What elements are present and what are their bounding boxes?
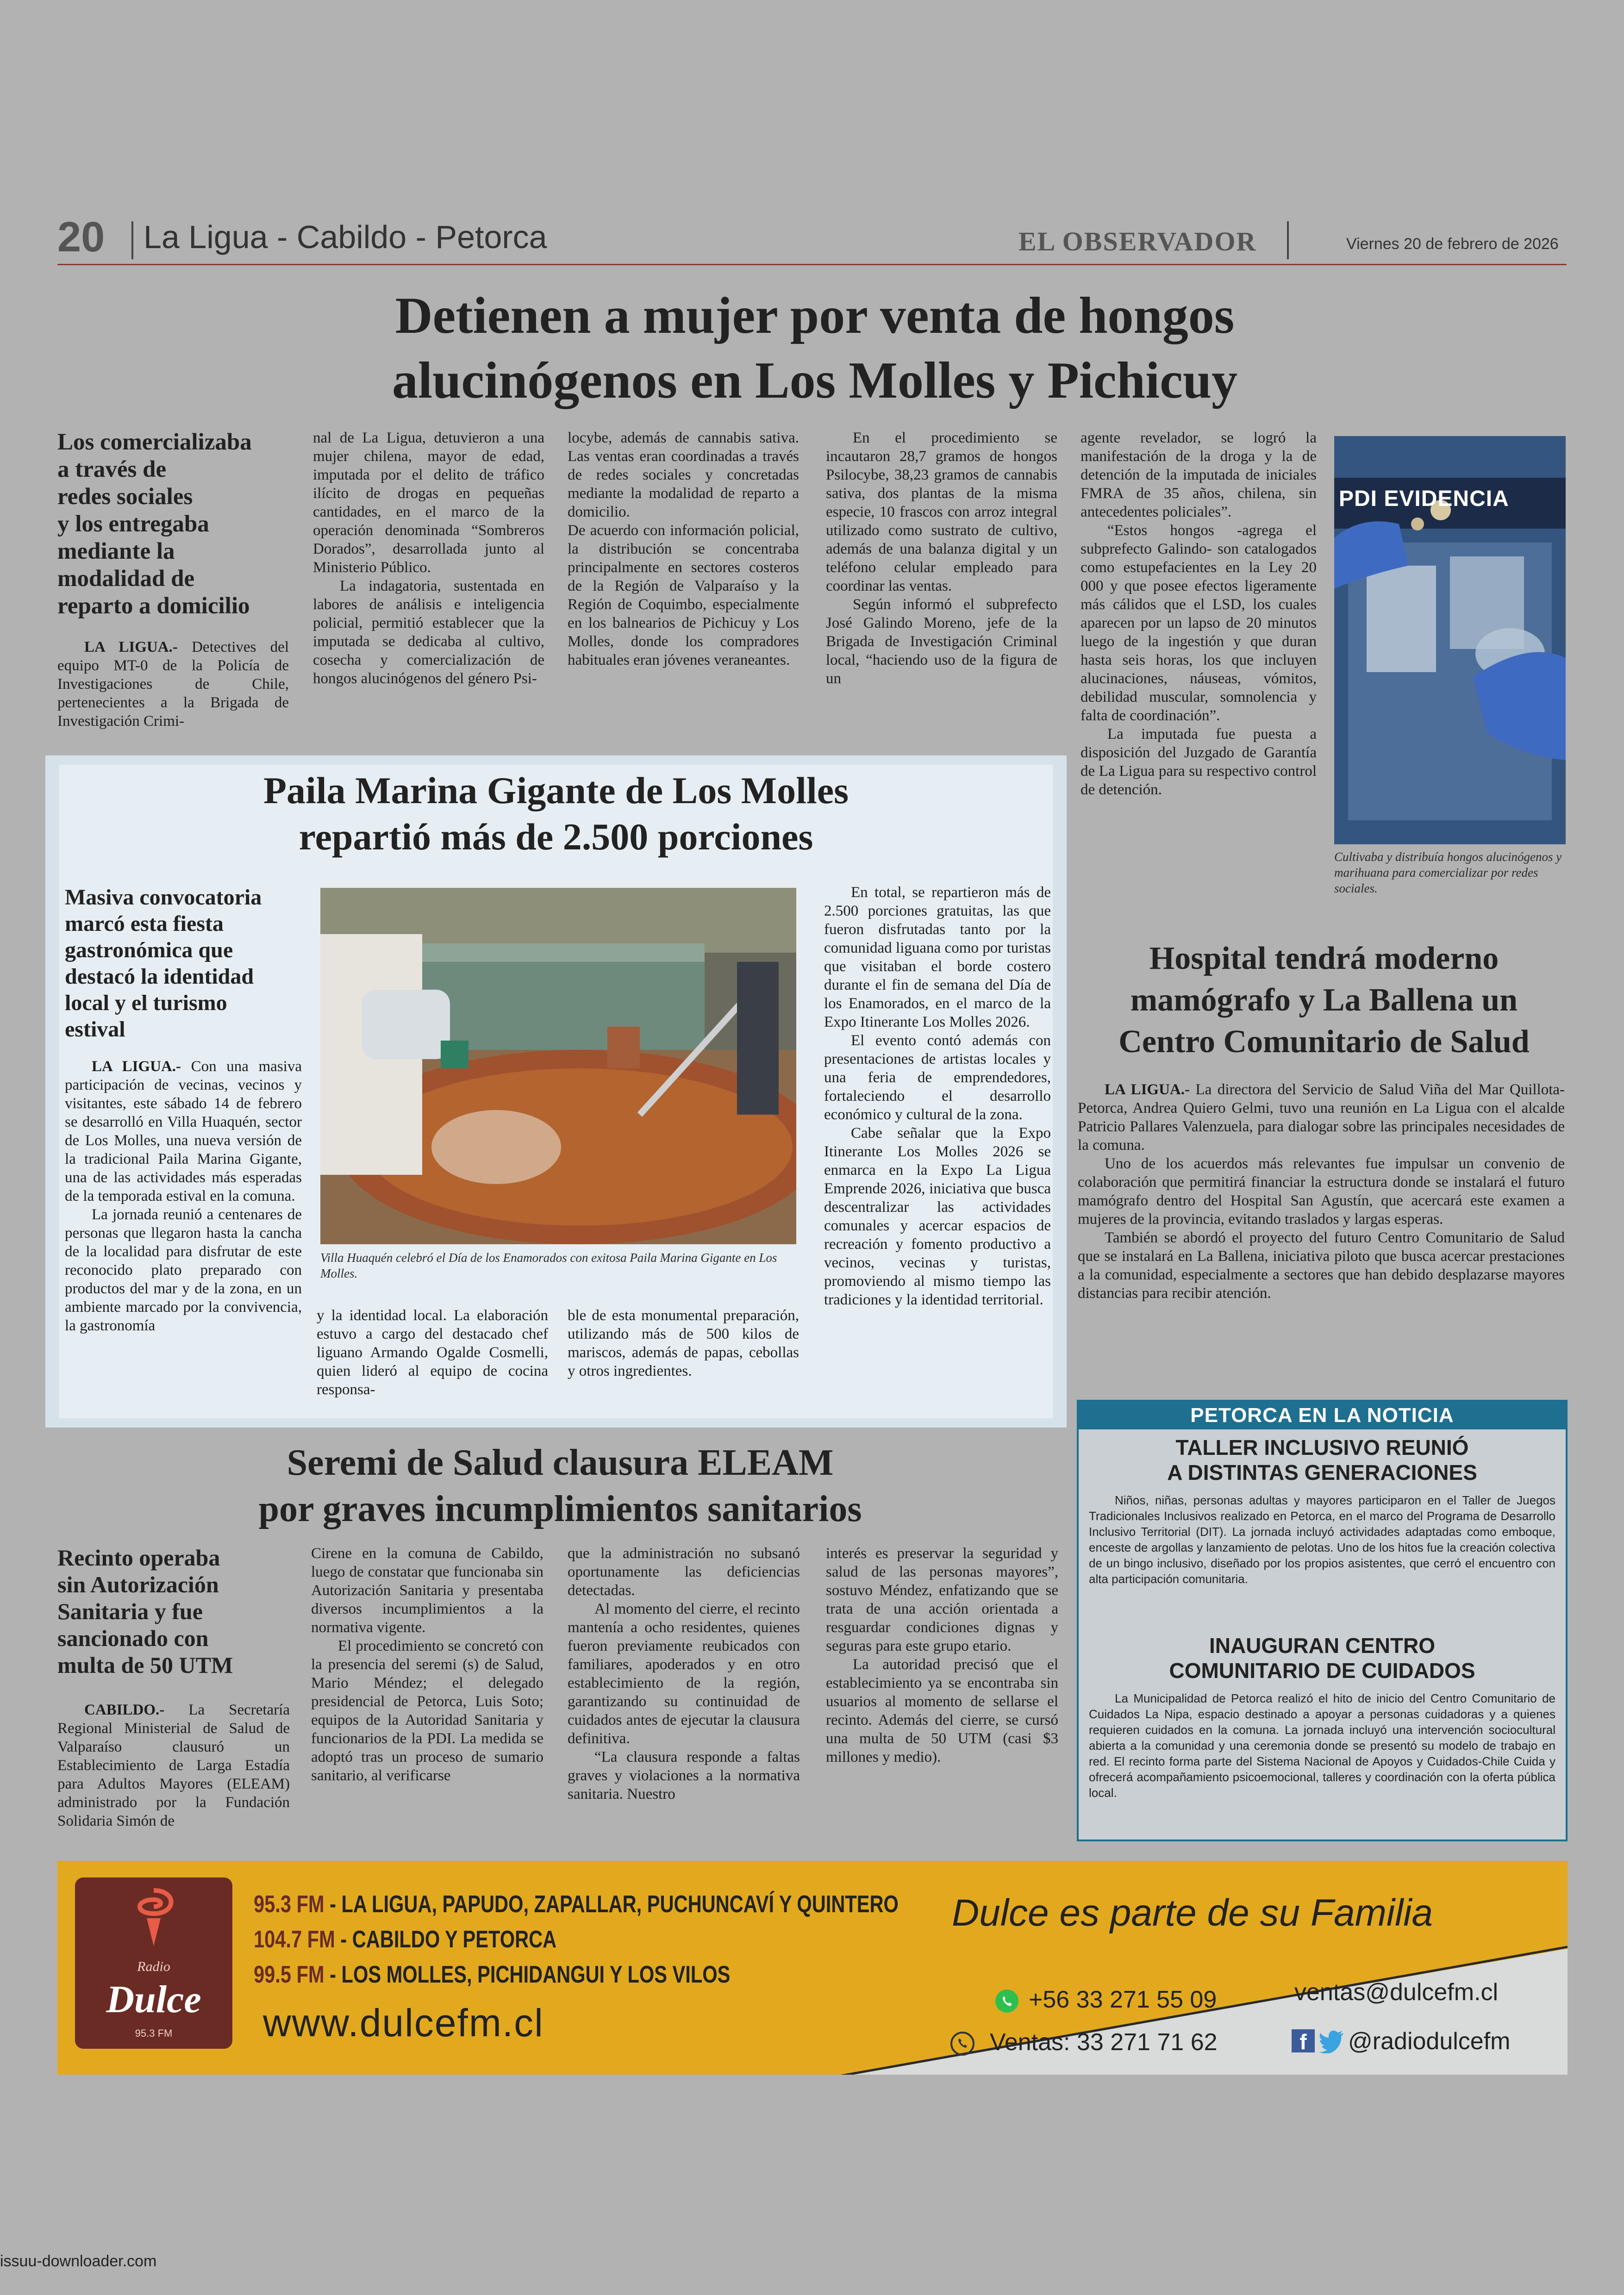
sales-phone[interactable]: Ventas: 33 271 71 62: [990, 2029, 1218, 2056]
petorca-banner: PETORCA EN LA NOTICIA: [1079, 1402, 1566, 1429]
paragraph: El evento contó además con presentaciones de artistas locales y una feria de emprendedores, fortaleciendo el desarrollo económico y cultural de la zona.: [824, 1032, 1051, 1123]
article2-headline-line1: Paila Marina Gigante de Los Molles: [263, 769, 849, 811]
box-item1-text: Niños, niñas, personas adultas y mayores participaron en el Taller de Juegos Tradicionales Inclusivos realizado en Petorca, en el marco del Programa de Desarrollo Inclusivo Territorial (DIT). La jornada incluyó actividades adaptadas como emboque, enceste de argollas y lanzamiento de pelotas. Uno de los hitos fue la creación colectiva de un bingo inclusivo, diseñado por los propios asistentes, que cerró el encuentro con alta participación comunitaria.: [1089, 1493, 1555, 1586]
article3-headline-line1: Hospital tendrá moderno: [1149, 941, 1499, 976]
folio-divider-2: [1287, 221, 1289, 259]
paragraph: El procedimiento se concretó con la presencia del seremi (s) de Salud, Mario Méndez; el delegado presidencial de Petorca, Luis Soto; equipos de la Autoridad Sanitaria y funcionarios de la PDI. La medida se adoptó tras un proceso de sumario sanitario, al verificarse: [311, 1638, 543, 1784]
article3-body: [1078, 1080, 1565, 1303]
section-title: La Ligua - Cabildo - Petorca: [144, 219, 547, 255]
evidence-label: PDI EVIDENCIA: [1339, 486, 1509, 511]
article4-column-3: [568, 1544, 800, 1803]
lead-line: redes sociales: [57, 484, 193, 510]
article4-column-4: [826, 1544, 1058, 1766]
paragraph: La indagatoria, sustentada en labores de análisis e inteligencia policial, permitió establecer que la imputada se dedicaba al cultivo, cosecha y comercialización de hongos alucinógenos del género Psi-: [313, 578, 544, 687]
header-rule: [57, 264, 1567, 265]
paragraph: ble de esta monumental preparación, utilizando más de 500 kilos de mariscos, además de papas, cebollas y otros ingredientes.: [568, 1307, 799, 1379]
paragraph: La jornada reunió a centenares de personas que llegaron hasta la cancha de la localidad para disfrutar de este reconocido plato preparado con productos del mar y de la zona, en un ambiente marcado por la convivencia, la gastronomía: [65, 1206, 302, 1334]
article3-headline-line3: Centro Comunitario de Salud: [1118, 1024, 1530, 1060]
social-handle[interactable]: @radiodulcefm: [1348, 2028, 1511, 2055]
frequency: 99.5 FM: [254, 1961, 325, 1988]
lead-line: Sanitaria y fue: [57, 1598, 203, 1624]
paila-photo-illustration: [320, 888, 796, 1244]
paragraph: Cabe señalar que la Expo Itinerante Los Molles 2026 se enmarca en la Expo La Ligua Emprende 2026, iniciativa que busca descentralizar las actividades comunales y acercar espacios de recreación y fomento productivo a vecinos, vecinas y turistas, promoviendo al mismo tiempo las tradiciones y la identidad territorial.: [824, 1125, 1051, 1308]
body-text: Con una masiva participación de vecinas, vecinos y visitantes, este sábado 14 de febrero se desarrolló en Villa Huaquén, sector de Los Molles, una nueva versión de la tradicional Paila Marina Gigante, una de las actividades más esperadas de la temporada estival en la comuna.: [65, 1058, 302, 1204]
lead-line: a través de: [57, 456, 167, 482]
box-item2-title-line2: COMUNITARIO DE CUIDADOS: [1169, 1659, 1475, 1683]
article2-column-4: [824, 883, 1051, 1309]
lead-line: Recinto operaba: [57, 1545, 220, 1571]
phone-icon: [950, 2031, 975, 2056]
paragraph: “Estos hongos -agrega el subprefecto Galindo- son catalogados como estupefacientes en la Ley 20 000 y que posee efectos ligeramente más cálidos que el LSD, los cuales aparecen por un lapso de 20 minutos luego de la ingestión y que duran hasta seis horas, los que incluyen alucinaciones, náuseas, vómitos, debilidad muscular, somnolencia y falta de coordinación”.: [1081, 522, 1317, 724]
coverage-area: - CABILDO Y PETORCA: [340, 1926, 557, 1953]
article4-column-1: [57, 1701, 290, 1830]
frequency: 104.7 FM: [254, 1926, 335, 1953]
evidence-photo-caption: Cultivaba y distribuía hongos alucinógenos y marihuana para comercializar por redes sociales.: [1334, 850, 1562, 895]
paragraph: También se abordó el proyecto del futuro Centro Comunitario de Salud que se instalará en La Ballena, iniciativa piloto que busca acercar prestaciones a la comunidad, especialmente a sectores que han debido desplazarse mayores distancias para recibir atención.: [1078, 1229, 1565, 1302]
article1-headline: [139, 283, 1491, 413]
coverage-area: - LOS MOLLES, PICHIDANGUI Y LOS VILOS: [330, 1961, 731, 1988]
whatsapp-icon: [994, 1989, 1019, 2014]
watermark: issuu-downloader.com: [0, 2252, 157, 2270]
ad-slogan: Dulce es parte de su Familia: [952, 1892, 1433, 1934]
paragraph: interés es preservar la seguridad y salud de las personas mayores”, sostuvo Méndez, enfatizando que se trata de una acción orientada a resguardar condiciones dignas y seguras para este grupo etario.: [826, 1545, 1058, 1654]
paragraph: que la administración no subsanó oportunamente las deficiencias detectadas.: [568, 1545, 800, 1599]
article1-lead: [57, 429, 289, 620]
article4-headline-line2: por graves incumplimientos sanitarios: [258, 1489, 862, 1529]
frequency-line-3: [254, 1961, 730, 1989]
article2-column-3: [568, 1306, 799, 1380]
paragraph: De acuerdo con información policial, la distribución se concentraba principalmente en sectores costeros de la Región de Valparaíso y la Región de Coquimbo, especialmente en los balnearios de Pichicuy y Los Molles, donde los compradores habituales eran jóvenes veraneantes.: [568, 522, 799, 668]
paragraph: locybe, además de cannabis sativa. Las ventas eran coordinadas a través de redes sociales y concretadas mediante la modalidad de reparto a domicilio.: [568, 430, 799, 520]
article3-headline: [1074, 938, 1574, 1063]
box-item2-text: La Municipalidad de Petorca realizó el hito de inicio del Centro Comunitario de Cuidados La Nipa, espacio destinado a apoyar a personas cuidadoras y a quienes requieren cuidados en la comuna. La jornada incluyó una intervención sociocultural abierta a la comunidad y una ceremonia donde se presentó su modelo de trabajo en red. El recinto forma parte del Sistema Nacional de Apoyos y Cuidados-Chile Cuida y ofrecerá acompañamiento psicoemocional, talleres y coordinación con la oferta pública local.: [1089, 1691, 1555, 1800]
lead-line: y los entregaba: [57, 511, 209, 537]
issue-date: Viernes 20 de febrero de 2026: [1346, 235, 1559, 253]
newspaper-name: EL OBSERVADOR: [1018, 226, 1257, 256]
paragraph: En total, se repartieron más de 2.500 porciones gratuitas, las que fueron disfrutadas tanto por la comunidad liguana como por turistas que visitaban el borde costero durante el fin de semana del Día de los Enamorados, en el marco de la Expo Itinerante Los Molles 2026.: [824, 884, 1051, 1030]
twitter-icon[interactable]: [1318, 2030, 1344, 2053]
frequency: 95.3 FM: [254, 1891, 325, 1918]
whatsapp-number[interactable]: +56 33 271 55 09: [1029, 1986, 1217, 2013]
paragraph: Según informó el subprefecto José Galindo Moreno, jefe de la Brigada de Investigación Criminal local, “haciendo uso de la figura de un: [826, 596, 1057, 687]
folio-divider: [131, 221, 133, 259]
email-link[interactable]: ventas@dulcefm.cl: [1294, 1979, 1499, 2006]
dateline: LA LIGUA.-: [92, 1058, 181, 1075]
article2-headline-line2: repartió más de 2.500 porciones: [299, 816, 813, 858]
lead-line: local y el turismo: [65, 991, 227, 1015]
article1-column-4: [826, 429, 1057, 688]
lead-line: destacó la identidad: [65, 964, 254, 989]
article3-headline-line2: mamógrafo y La Ballena un: [1130, 982, 1518, 1018]
paragraph: y la identidad local. La elaboración estuvo a cargo del destacado chef liguano Armando Ogalde Cosmelli, quien lideró al equipo de cocina responsa-: [317, 1307, 548, 1398]
page-number: 20: [57, 213, 105, 261]
lead-line: mediante la: [57, 538, 175, 564]
website-link[interactable]: www.dulcefm.cl: [263, 2001, 544, 2045]
box-item1-title: [1079, 1435, 1566, 1485]
article4-headline-line1: Seremi de Salud clausura ELEAM: [287, 1442, 834, 1483]
paragraph: En el procedimiento se incautaron 28,7 gramos de hongos Psilocybe, 38,23 gramos de cannabis sativa, dos plantas de la misma especie, 10 frascos con arroz integral utilizado como sustrato de cultivo, además de una balanza digital y un teléfono celular empleado para coordinar las ventas.: [826, 430, 1057, 594]
lead-line: sancionado con: [57, 1625, 209, 1651]
article2-headline: [59, 767, 1053, 860]
box-item2-title-line1: INAUGURAN CENTRO: [1209, 1634, 1436, 1658]
paragraph: La imputada fue puesta a disposición del Juzgado de Garantía de La Ligua para su respectivo control de detención.: [1081, 726, 1317, 798]
box-item1-title-line1: TALLER INCLUSIVO REUNIÓ: [1175, 1435, 1469, 1459]
dateline: LA LIGUA.-: [1105, 1081, 1190, 1098]
article2-column-2: [317, 1306, 548, 1399]
dateline: CABILDO.-: [84, 1702, 165, 1718]
paragraph: agente revelador, se logró la manifestación de la droga y la de detención de la imputada de iniciales FMRA de 35 años, chilena, sin antecedentes policiales”.: [1081, 430, 1317, 520]
article4-lead: [57, 1544, 298, 1678]
paila-photo-caption: Villa Huaquén celebró el Día de los Enamorados con exitosa Paila Marina Gigante en Los Molles.: [320, 1251, 777, 1280]
paragraph: Cirene en la comuna de Cabildo, luego de constatar que funcionaba sin Autorización Sanitaria y presentaba diversos incumplimientos a la normativa vigente.: [311, 1545, 543, 1636]
dateline: LA LIGUA.-: [84, 639, 178, 655]
article2-lead: [65, 884, 306, 1042]
lead-line: Masiva convocatoria: [65, 885, 262, 910]
article1-column-5: [1081, 429, 1317, 799]
body-text: La Secretaría Regional Ministerial de Salud de Valparaíso clausuró un Establecimiento de Larga Estadía para Adultos Mayores (ELEAM) administrado por la Fundación Solidaria Simón de: [57, 1702, 290, 1829]
coverage-area: - LA LIGUA, PAPUDO, ZAPALLAR, PUCHUNCAVÍ Y QUINTERO: [330, 1891, 899, 1918]
box-item1-title-line2: A DISTINTAS GENERACIONES: [1167, 1460, 1477, 1484]
article1-column-3: [568, 429, 799, 669]
lead-line: marcó esta fiesta: [65, 911, 224, 936]
article4-headline: [56, 1440, 1065, 1532]
paragraph: Uno de los acuerdos más relevantes fue impulsar un convenio de colaboración que permitirá financiar la estructura donde se instalará el futuro mamógrafo dentro del Hospital San Agustín, que acercará este examen a mujeres de la provincia, evitando traslados y largas esperas.: [1078, 1155, 1565, 1228]
article2-column-1: [65, 1057, 302, 1335]
article1-column-2: [313, 429, 544, 688]
logo-frequency: 95.3 FM: [135, 2027, 173, 2039]
paragraph: “La clausura responde a faltas graves y violaciones a la normativa sanitaria. Nuestro: [568, 1749, 800, 1802]
box-item2-title: [1079, 1633, 1566, 1683]
article1-headline-line2: alucinógenos en Los Molles y Pichicuy: [392, 352, 1238, 409]
lead-line: modalidad de: [57, 566, 195, 592]
swirl-logo-icon: [126, 1886, 181, 1951]
lead-line: reparto a domicilio: [57, 593, 250, 619]
logo-radio-label: Radio: [137, 1959, 170, 1974]
facebook-icon[interactable]: f: [1292, 2029, 1315, 2052]
paragraph: nal de La Ligua, detuvieron a una mujer chilena, mayor de edad, imputada por el delito de tráfico ilícito de drogas en pequeñas cantidades, en el marco de la operación denominada “Sombreros Dorados”, desarrollada junto al Ministerio Público.: [313, 430, 544, 576]
article4-column-2: [311, 1544, 543, 1785]
lead-line: Los comercializaba: [57, 429, 252, 455]
logo-name: Dulce: [106, 1978, 201, 2021]
paragraph: La autoridad precisó que el establecimiento ya se encontraba sin usuarios al momento de sellarse el recinto. Además del cierre, se cursó una multa de 50 UTM (casi $3 millones y medio).: [826, 1656, 1058, 1765]
body-text: Detectives del equipo MT-0 de la Policía de Investigaciones de Chile, pertenecientes a la Brigada de Investigación Crimi-: [57, 639, 289, 730]
frequency-line-2: [254, 1926, 556, 1953]
lead-line: multa de 50 UTM: [57, 1652, 233, 1678]
lead-line: estival: [65, 1017, 125, 1041]
body-text: La directora del Servicio de Salud Viña del Mar Quillota-Petorca, Andrea Quiero Gelmi, tuvo una reunión en La Ligua con el alcalde Patricio Pallares Valenzuela, para dialogar sobre las principales necesidades de la comuna.: [1078, 1081, 1565, 1154]
article1-headline-line1: Detienen a mujer por venta de hongos: [395, 287, 1235, 344]
paragraph: Al momento del cierre, el recinto mantenía a ocho residentes, quienes fueron previamente reubicados con familiares, apoderados y en otro establecimiento de la región, garantizando su continuidad de cuidados antes de ejecutar la clausura definitiva.: [568, 1601, 800, 1747]
article1-column-1: [57, 638, 289, 730]
lead-line: gastronómica que: [65, 938, 233, 962]
evidence-photo: [1334, 436, 1566, 844]
lead-line: sin Autorización: [57, 1572, 219, 1597]
paila-photo: [320, 888, 796, 1244]
frequency-line-1: [254, 1890, 899, 1918]
